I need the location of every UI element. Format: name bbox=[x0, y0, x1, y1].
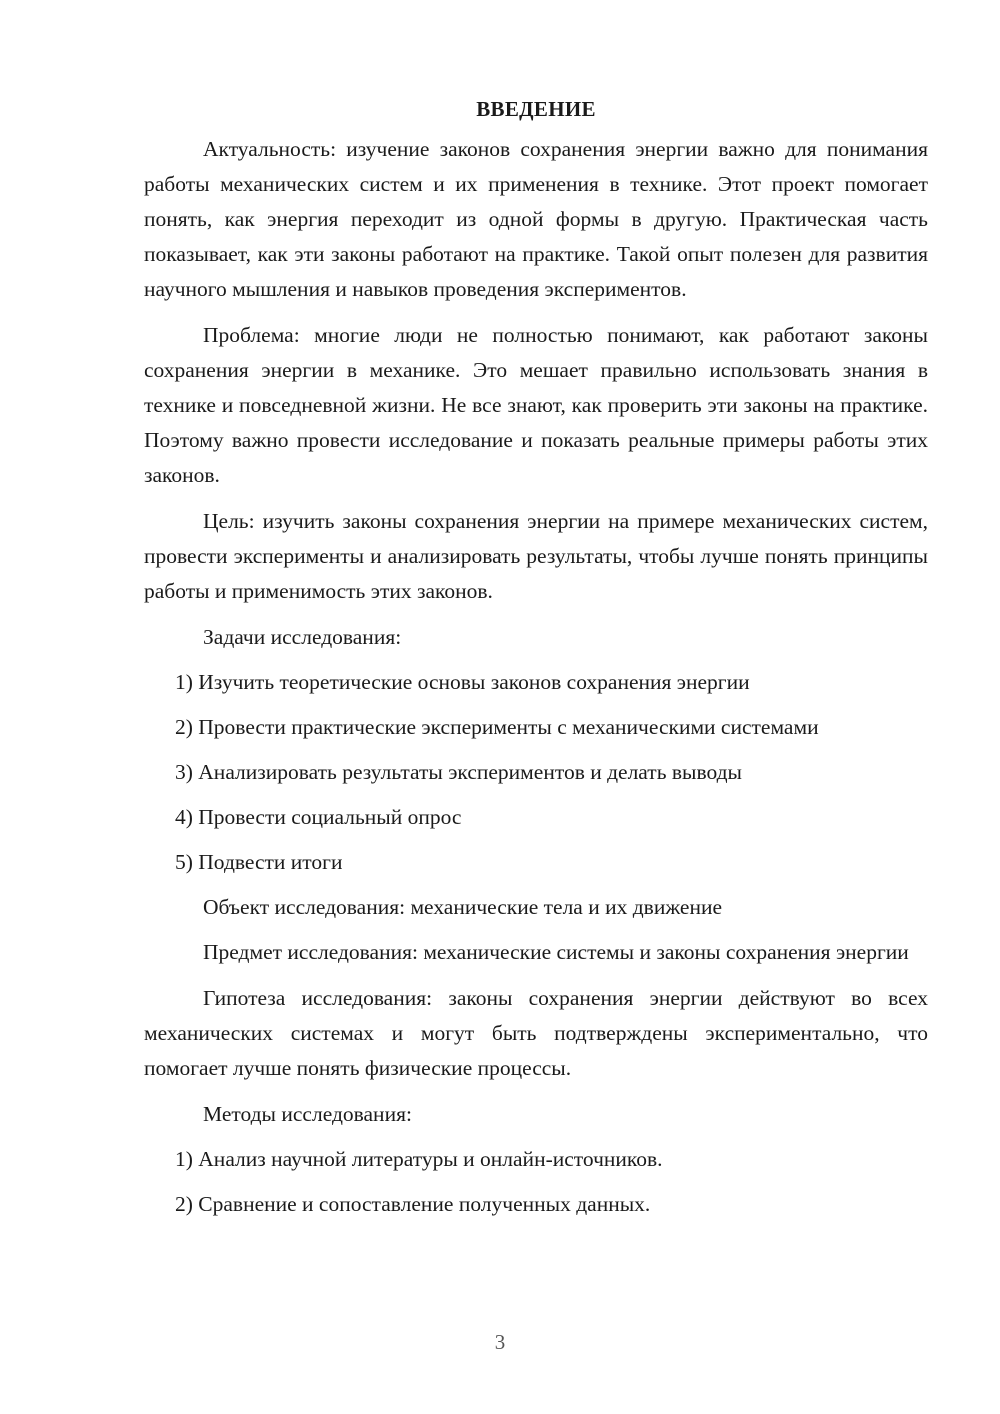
document-page bbox=[144, 90, 928, 1232]
methods-heading: Методы исследования: bbox=[203, 1102, 412, 1126]
relevance-paragraph: Актуальность: изучение законов сохранения энергии важно для понимания работы механических систем и их применения в технике. Этот проект помогает понять, как энергия переходит из одной формы в другую. Практическая часть показывает, как эти законы работают на практике. Такой опыт полезен для развития научного мышления и навыков проведения экспериментов. bbox=[144, 137, 928, 301]
task-item-2: 2) Провести практические эксперименты с механическими системами bbox=[175, 715, 819, 739]
page-number: 3 bbox=[494, 1330, 506, 1354]
hypothesis-paragraph: Гипотеза исследования: законы сохранения энергии действуют во всех механических системах и могут быть подтверждены экспериментально, что помогает лучше понять физические процессы. bbox=[144, 986, 928, 1080]
object-line: Объект исследования: механические тела и их движение bbox=[203, 895, 723, 919]
subject-paragraph: Предмет исследования: механические системы и законы сохранения энергии bbox=[203, 940, 909, 964]
method-item-2: 2) Сравнение и сопоставление полученных данных. bbox=[175, 1192, 651, 1216]
problem-paragraph: Проблема: многие люди не полностью понимают, как работают законы сохранения энергии в механике. Это мешает правильно использовать знания в технике и повседневной жизни. Не все знают, как проверить эти законы на практике. Поэтому важно провести исследование и показать реальные примеры работы этих законов. bbox=[144, 323, 928, 487]
page-title: ВВЕДЕНИЕ bbox=[476, 97, 596, 121]
task-item-1: 1) Изучить теоретические основы законов сохранения энергии bbox=[175, 670, 750, 694]
tasks-heading: Задачи исследования: bbox=[203, 625, 402, 649]
task-item-5: 5) Подвести итоги bbox=[175, 850, 343, 874]
task-item-4: 4) Провести социальный опрос bbox=[175, 805, 462, 829]
task-item-3: 3) Анализировать результаты экспериментов и делать выводы bbox=[175, 760, 742, 784]
goal-paragraph: Цель: изучить законы сохранения энергии на примере механических систем, провести эксперименты и анализировать результаты, чтобы лучше понять принципы работы и применимость этих законов. bbox=[144, 509, 928, 603]
method-item-1: 1) Анализ научной литературы и онлайн-источников. bbox=[175, 1147, 663, 1171]
